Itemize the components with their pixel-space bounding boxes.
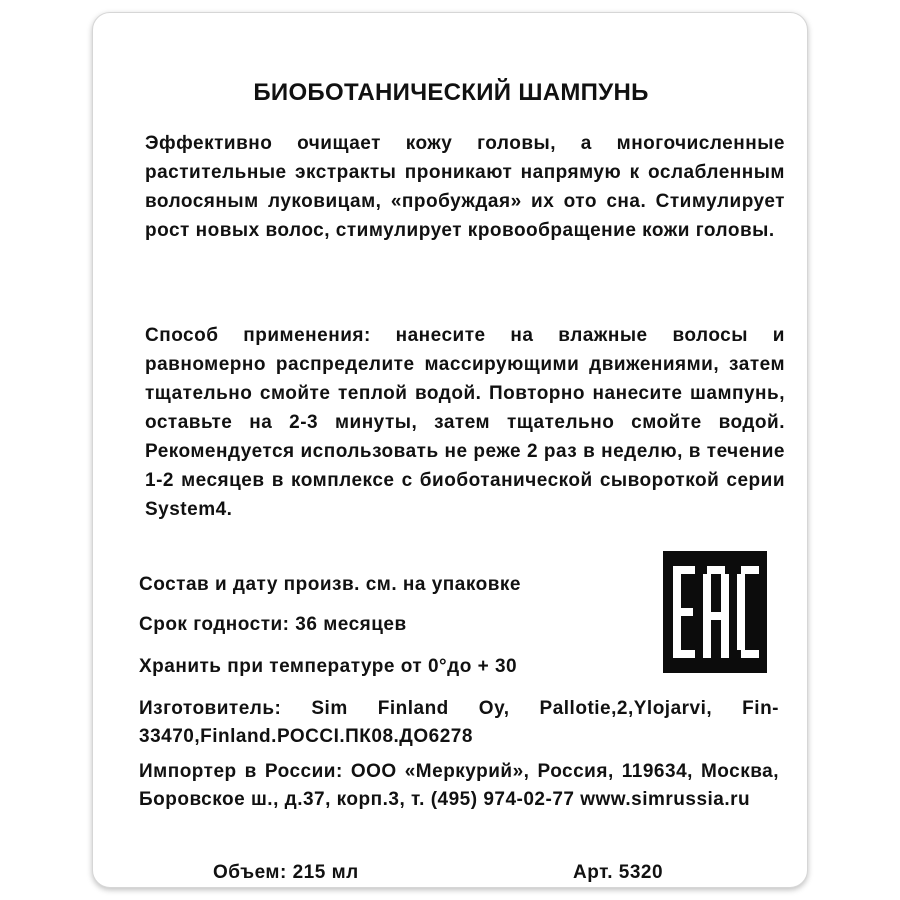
product-description: Эффективно очищает кожу головы, а многочисленные растительные экстракты проникают напрямую к ослабленным волосяным луковицам, «пробуждая» их ото сна. Стимулирует рост новых волос, стимулирует кровообращение кожи головы.	[145, 133, 785, 241]
article-number: Арт. 5320	[573, 862, 664, 883]
manufacturer-info: Изготовитель: Sim Finland Oy, Pallotie,2,Ylojarvi, Fin-33470,Finland.РОССI.ПК08.ДО6278	[139, 698, 779, 747]
product-title: БИОБОТАНИЧЕСКИЙ ШАМПУНЬ	[253, 79, 649, 106]
importer-info: Импортер в России: ООО «Меркурий», Россия, 119634, Москва, Боровское ш., д.37, корп.3, т. (495) 974-02-77 www.simrussia.ru	[139, 761, 779, 810]
eac-logo-icon	[669, 556, 761, 668]
eac-certification-mark-icon	[663, 551, 767, 673]
product-label	[92, 12, 808, 888]
storage-conditions: Хранить при температуре от 0°до + 30	[139, 656, 518, 677]
usage-instructions: Способ применения: нанесите на влажные волосы и равномерно распределите массирующими движениями, затем тщательно смойте теплой водой. Повторно нанесите шампунь, оставьте на 2-3 минуты, затем тщательно смойте водой. Рекомендуется использовать не реже 2 раз в неделю, в течение 1-2 месяцев в комплексе с биоботанической сывороткой серии System4.	[145, 325, 785, 520]
composition-note: Состав и дату произв. см. на упаковке	[139, 574, 521, 595]
shelf-life: Срок годности: 36 месяцев	[139, 614, 407, 635]
volume: Объем: 215 мл	[213, 862, 359, 883]
